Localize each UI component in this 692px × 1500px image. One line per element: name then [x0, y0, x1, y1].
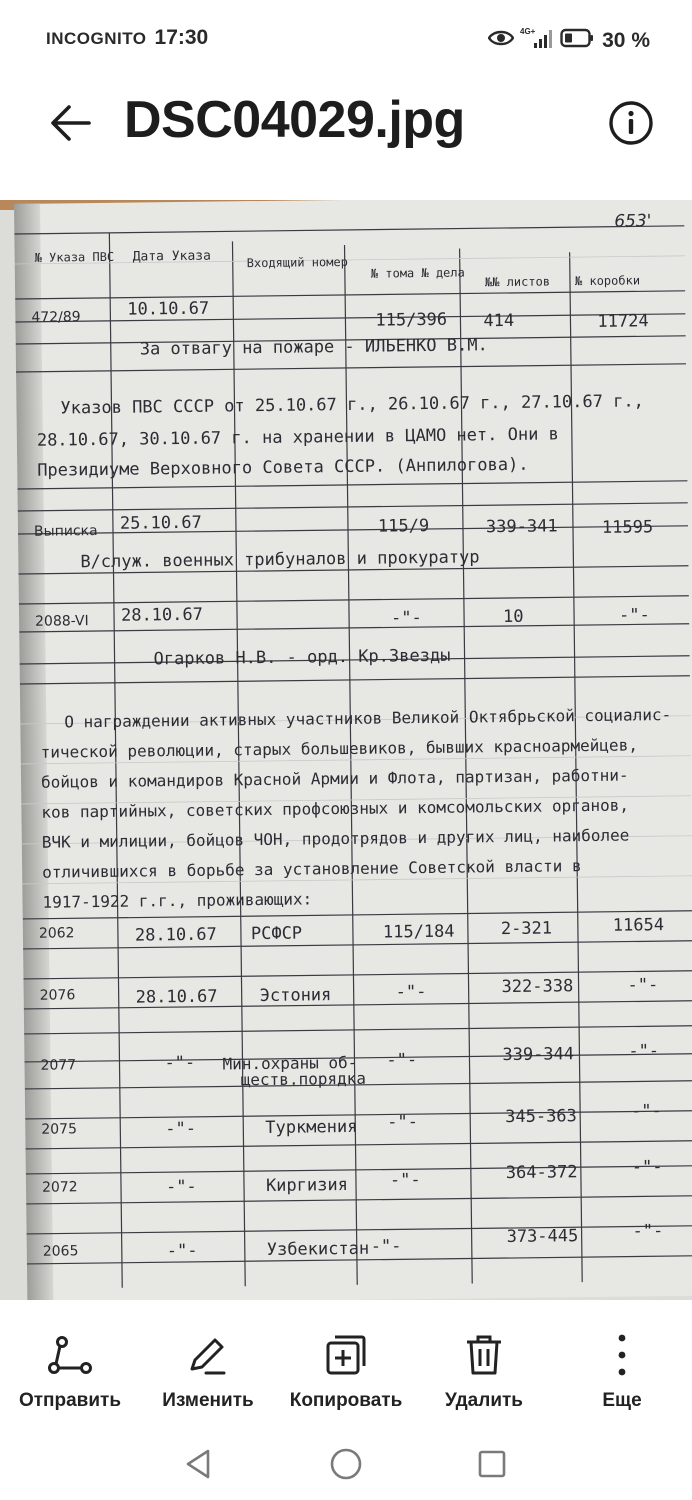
- row6-sheets: 339-344: [502, 1044, 575, 1066]
- row4-case: 115/184: [382, 921, 455, 943]
- para2-line7: 1917-1922 г.г., проживающих:: [42, 889, 313, 912]
- row9-box: -"-: [632, 1221, 664, 1242]
- row1-box: 11724: [597, 311, 649, 332]
- network-label: 4G+: [520, 27, 536, 36]
- row7-sheets: 345-363: [505, 1106, 577, 1128]
- battery-percent: 30 %: [602, 28, 650, 52]
- row6-region-line2: ществ.порядка: [240, 1068, 367, 1090]
- eye-icon: [488, 29, 514, 52]
- row8-number: 2072: [41, 1179, 78, 1196]
- para1-line3: Президиуме Верховного Совета СССР. (Анпилогова).: [37, 454, 529, 481]
- row4-number: 2062: [38, 925, 75, 942]
- status-left: [46, 26, 208, 50]
- edit-button[interactable]: [139, 1332, 277, 1422]
- row3-box: -"-: [618, 605, 650, 626]
- row1-number: 472/89: [31, 309, 81, 326]
- row9-case: -"-: [370, 1236, 402, 1257]
- row2-date: 25.10.67: [119, 512, 202, 534]
- row5-date: 28.10.67: [135, 986, 218, 1008]
- para2-line3: бойцов и командиров Красной Армии и Флота, партизан, работни-: [40, 765, 629, 792]
- col-header-case: № тома № дела: [370, 265, 465, 281]
- row6-box: -"-: [628, 1041, 660, 1062]
- file-name-title: DSC04029.jpg: [124, 91, 465, 149]
- row7-date: -"-: [165, 1118, 197, 1140]
- row7-box: -"-: [631, 1101, 662, 1122]
- delete-button[interactable]: [415, 1332, 553, 1422]
- para1-line1: Указов ПВС СССР от 25.10.67 г., 26.10.67 г., 27.10.67 г.,: [60, 391, 644, 419]
- col-header-box: № коробки: [574, 273, 641, 289]
- row2-sheets: 339-341: [485, 516, 558, 538]
- row8-date: -"-: [165, 1176, 197, 1198]
- clock: 17:30: [154, 26, 209, 49]
- row3-number: 2088-VI: [35, 613, 89, 630]
- row1-text: За отвагу на пожаре - ИЛЬЕНКО В.М.: [139, 335, 488, 360]
- para2-line6: отличившихся в борьбе за установление Советской власти в: [42, 856, 582, 882]
- row2-case: 115/9: [377, 515, 430, 537]
- action-bar: [0, 1318, 692, 1428]
- share-button[interactable]: [1, 1332, 139, 1422]
- info-icon: [608, 100, 654, 146]
- row2-number: Выписка: [33, 523, 98, 540]
- row4-box: 11654: [612, 915, 665, 936]
- app-header: [0, 80, 692, 170]
- row5-sheets: 322-338: [501, 976, 574, 998]
- row8-region: Киргизия: [265, 1174, 349, 1196]
- more-label: Еще: [602, 1390, 642, 1411]
- edit-label: Изменить: [162, 1390, 254, 1411]
- row3-sheets: 10: [502, 606, 524, 628]
- info-button[interactable]: [604, 96, 658, 150]
- row6-date: -"-: [164, 1052, 196, 1074]
- row9-sheets: 373-445: [506, 1226, 579, 1248]
- delete-label: Удалить: [445, 1390, 523, 1411]
- row6-case: -"-: [386, 1050, 418, 1071]
- row6-region-line1: Мин.охраны об-: [222, 1052, 358, 1074]
- nav-recents-button[interactable]: [472, 1446, 512, 1482]
- row3-date: 28.10.67: [120, 604, 204, 626]
- row3-text: Огарков Н.В. - орд. Кр.Звезды: [153, 645, 451, 670]
- copy-label: Копировать: [289, 1390, 403, 1411]
- para2-line2: тической революции, старых большевиков, бывших красноармейцев,: [40, 735, 639, 762]
- row8-sheets: 364-372: [505, 1162, 578, 1184]
- status-bar: [0, 0, 692, 80]
- signal-icon: [520, 26, 554, 55]
- pencil-icon: [185, 1332, 231, 1378]
- battery-icon: [560, 28, 594, 53]
- col-header-date: Дата Указа: [132, 248, 212, 265]
- row2-text: В/служ. военных трибуналов и прокуратур: [80, 547, 480, 573]
- photo-viewer[interactable]: [0, 200, 692, 1300]
- share-icon: [47, 1332, 93, 1378]
- row5-case: -"-: [395, 982, 427, 1003]
- status-right: [488, 26, 650, 55]
- col-header-sheets: №№ листов: [484, 274, 551, 290]
- para1-line2: 28.10.67, 30.10.67 г. на хранении в ЦАМО нет. Они в: [36, 424, 559, 451]
- row2-box: 11595: [601, 517, 654, 538]
- row1-sheets: 414: [483, 310, 515, 332]
- copy-icon: [323, 1332, 369, 1378]
- trash-icon: [461, 1332, 507, 1378]
- row7-region: Туркмения: [265, 1116, 358, 1138]
- row4-region: РСФСР: [250, 923, 303, 945]
- recents-square-icon: [477, 1449, 507, 1479]
- col-header-ukaz: № Указа ПВС: [34, 249, 115, 265]
- nav-back-button[interactable]: [178, 1446, 218, 1482]
- more-button[interactable]: [553, 1332, 691, 1422]
- row4-date: 28.10.67: [134, 924, 217, 946]
- row9-date: -"-: [166, 1240, 198, 1262]
- row5-region: Эстония: [259, 985, 332, 1007]
- row1-case: 115/396: [375, 309, 448, 331]
- copy-button[interactable]: [277, 1332, 415, 1422]
- row8-box: -"-: [631, 1157, 663, 1178]
- row3-case: -"-: [390, 608, 422, 629]
- row7-case: -"-: [387, 1112, 419, 1133]
- para2-line5: ВЧК и милиции, бойцов ЧОН, продотрядов и других лиц, наиболее: [41, 825, 630, 852]
- page-number: 653': [614, 211, 652, 232]
- incognito-label: INCOGNITO: [46, 29, 147, 48]
- back-triangle-icon: [183, 1448, 213, 1480]
- row1-date: 10.10.67: [127, 298, 210, 320]
- nav-home-button[interactable]: [326, 1446, 366, 1482]
- para2-line1: О награждении активных участников Великой Октябрьской социалис-: [64, 705, 672, 732]
- arrow-left-icon: [49, 103, 93, 143]
- system-navbar: [0, 1430, 692, 1500]
- row6-number: 2077: [40, 1057, 77, 1074]
- row7-number: 2075: [41, 1121, 78, 1138]
- row8-case: -"-: [389, 1170, 421, 1191]
- row9-region: Узбекистан: [266, 1238, 370, 1260]
- home-circle-icon: [329, 1447, 363, 1481]
- col-header-incoming: Входящий номер: [246, 254, 348, 271]
- document-sheet: [14, 200, 692, 1300]
- row9-number: 2065: [42, 1243, 79, 1260]
- document-image: [14, 200, 692, 1300]
- share-label: Отправить: [18, 1390, 122, 1411]
- row4-sheets: 2-321: [500, 918, 553, 940]
- more-vertical-icon: [599, 1332, 645, 1378]
- back-button[interactable]: [44, 96, 98, 150]
- row5-number: 2076: [39, 987, 76, 1004]
- para2-line4: ков партийных, советских профсоюзных и комсомольских органов,: [41, 795, 630, 822]
- row5-box: -"-: [627, 975, 659, 996]
